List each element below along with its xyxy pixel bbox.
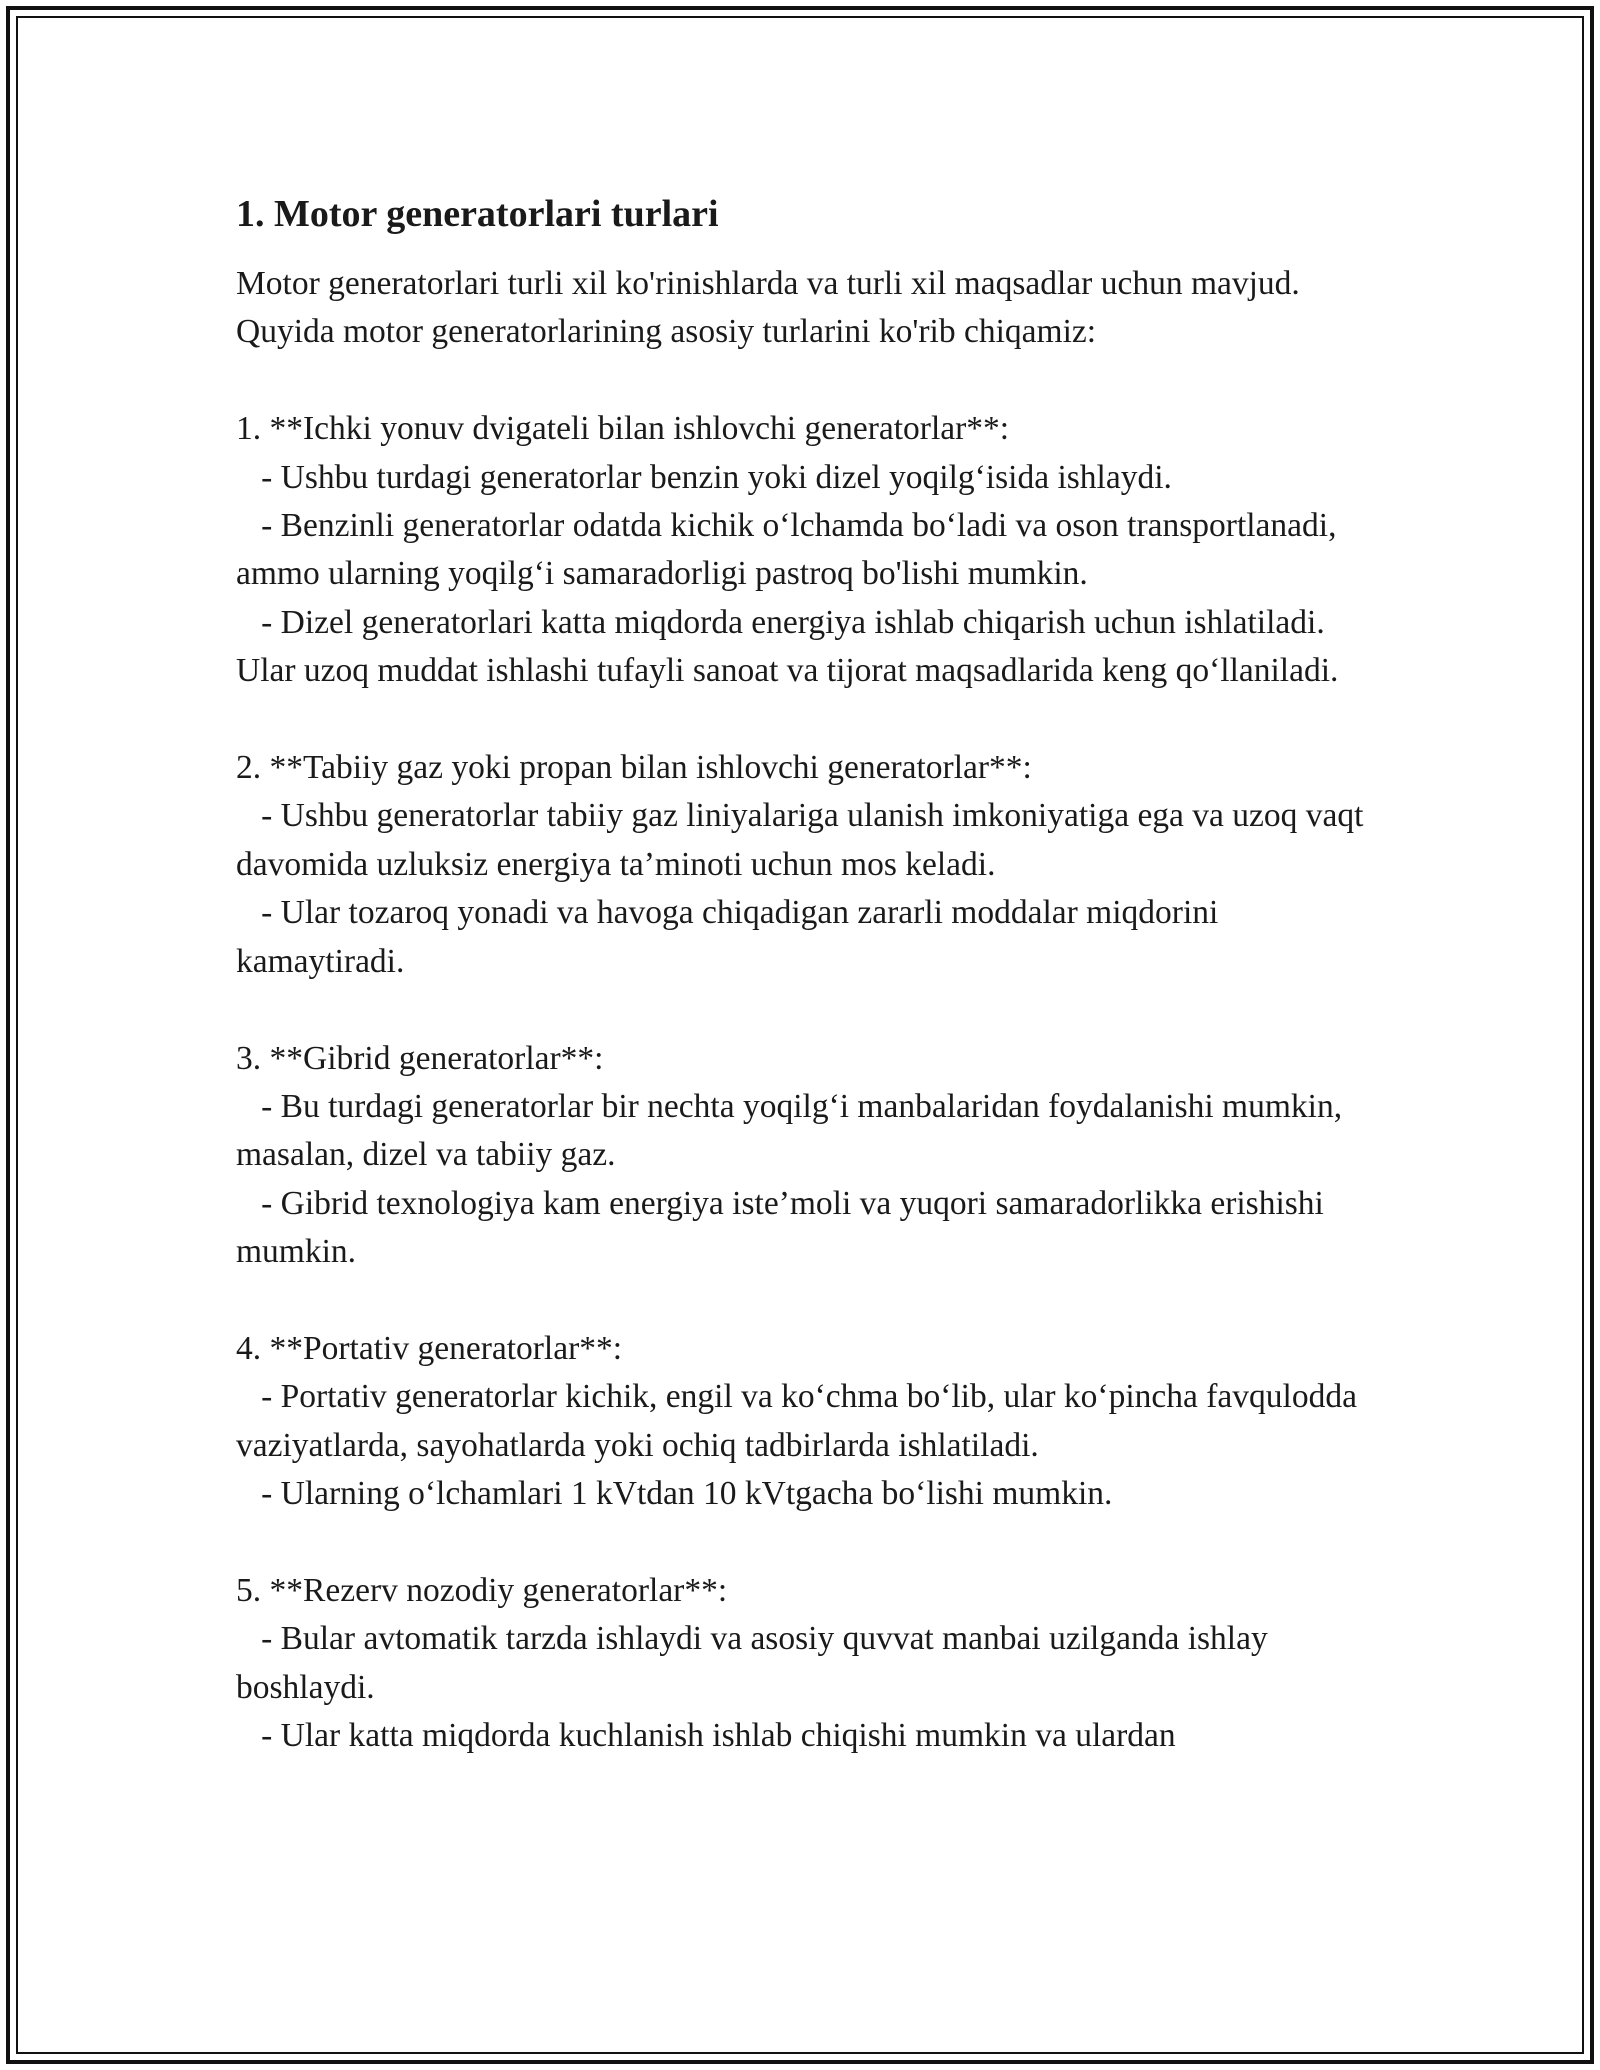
- document-body: [236, 180, 1376, 1761]
- body-paragraph: Motor generatorlari turli xil ko'rinishlarda va turli xil maqsadlar uchun mavjud. Quyida motor generatorlarining asosiy turlarini ko'rib chiqamiz: 1. **Ichki yonuv dvigateli bilan ishlovchi generatorlar**: - Ushbu turdagi generatorlar benzin yoki dizel yoqilg‘isida ishlaydi. - Benzinli generatorlar odatda kichik o‘lchamda bo‘ladi va oson transportlanadi, ammo ularning yoqilg‘i samaradorligi pastroq bo'lishi mumkin. - Dizel generatorlari katta miqdorda energiya ishlab chiqarish uchun ishlatiladi. Ular uzoq muddat ishlashi tufayli sanoat va tijorat maqsadlarida keng qo‘llaniladi. 2. **Tabiiy gaz yoki propan bilan ishlovchi generatorlar**: - Ushbu generatorlar tabiiy gaz liniyalariga ulanish imkoniyatiga ega va uzoq vaqt davomida uzluksiz energiya ta’minoti uchun mos keladi. - Ular tozaroq yonadi va havoga chiqadigan zararli moddalar miqdorini kamaytiradi. 3. **Gibrid generatorlar**: - Bu turdagi generatorlar bir nechta yoqilg‘i manbalaridan foydalanishi mumkin, masalan, dizel va tabiiy gaz. - Gibrid texnologiya kam energiya iste’moli va yuqori samaradorlikka erishishi mumkin. 4. **Portativ generatorlar**: - Portativ generatorlar kichik, engil va ko‘chma bo‘lib, ular ko‘pincha favqulodda vaziyatlarda, sayohatlarda yoki ochiq tadbirlarda ishlatiladi. - Ularning o‘lchamlari 1 kVtdan 10 kVtgacha bo‘lishi mumkin. 5. **Rezerv nozodiy generatorlar**: - Bular avtomatik tarzda ishlaydi va asosiy quvvat manbai uzilganda ishlay boshlaydi. - Ular katta miqdorda kuchlanish ishlab chiqishi mumkin va ulardan: [236, 265, 1364, 1755]
- section-heading: 1. Motor generatorlari turlari: [236, 193, 719, 235]
